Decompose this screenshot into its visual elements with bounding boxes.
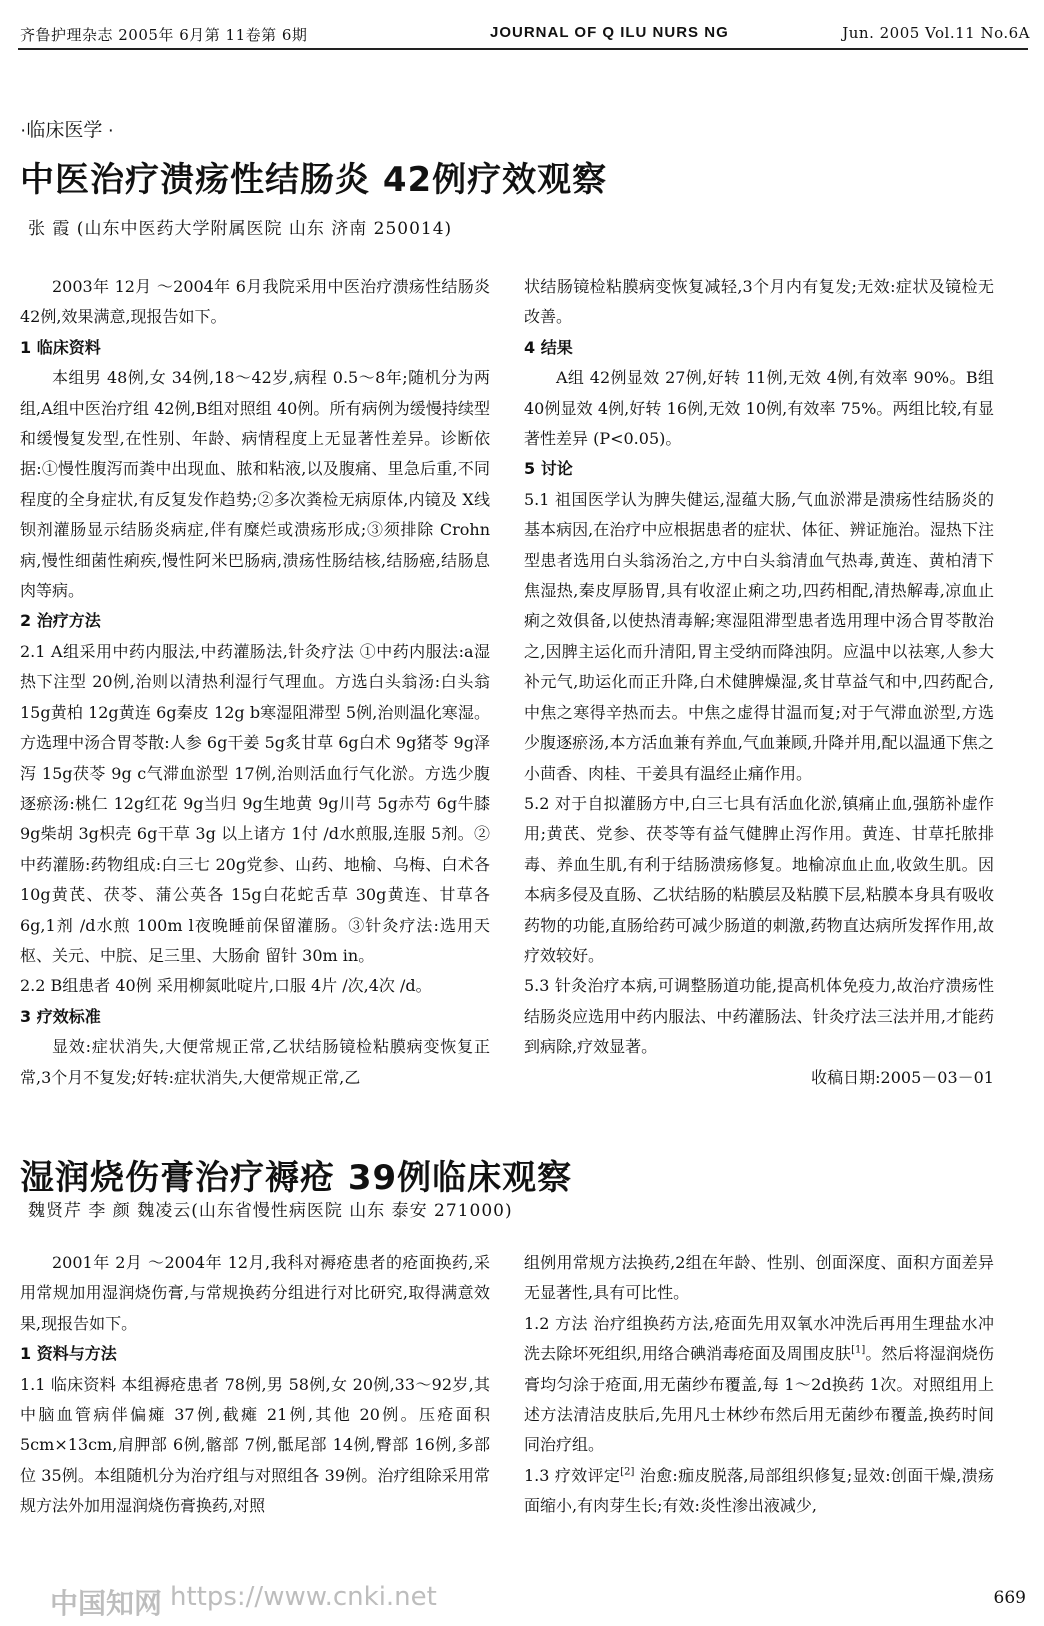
journal-issue-cn: 齐鲁护理杂志 2005年 6月第 11卷第 6期 <box>20 26 308 44</box>
article2-right-continuation: 组例用常规方法换药,2组在年龄、性别、创面深度、面积方面差异无显著性,具有可比性。 <box>524 1253 994 1303</box>
article2-s1-2-text-cont: 。然后将湿润烧伤膏均匀涂于疮面,用无菌纱布覆盖,每 1～2d换药 1次。对照组用上述方法清洁皮肤后,先用凡士林纱布然后用无菌纱布覆盖,换药时间同治疗组。 <box>524 1344 994 1455</box>
article2-s1-1: 1.1 临床资料 本组褥疮患者 78例,男 58例,女 20例,33～92岁,其中脑血管病伴偏瘫 37例,截瘫 21例,其他 20例。压疮面积 5cm×13cm,肩胛部 6例,髂部 7例,骶尾部 14例,臀部 16例,多部位 35例。本组随机分为治疗组与对照组各 39例。治疗组除采用常规方法外加用湿润烧伤膏换药,对照 <box>20 1374 490 1516</box>
journal-name-en: JOURNAL OF Q ILU NURS NG <box>490 24 729 41</box>
article1-s5-heading: 5 讨论 <box>524 459 573 479</box>
article1-s1-heading: 1 临床资料 <box>20 337 101 357</box>
citation-ref-1: [1] <box>851 1344 866 1356</box>
article1-s5-2: 5.2 对于自拟灌肠方中,白三七具有活血化淤,镇痛止血,强筋补虚作用;黄芪、党参、茯苓等有益气健脾止泻作用。黄连、甘草托脓排毒、养血生肌,有利于结肠溃疡修复。地榆凉血止血,收敛生肌。因本病多侵及直肠、乙状结肠的粘膜层及粘膜下层,粘膜本身具有吸收药物的功能,直肠给药可减少肠道的刺激,药物直达病所发挥作用,故疗效较好。 <box>524 793 994 965</box>
running-header <box>20 20 1030 50</box>
article1-received-date: 收稿日期:2005－03－01 <box>811 1067 994 1087</box>
article1-s2-2: 2.2 B组患者 40例 采用柳氮吡啶片,口服 4片 /次,4次 /d。 <box>20 976 432 996</box>
article1-s4-heading: 4 结果 <box>524 337 573 357</box>
citation-ref-2: [2] <box>620 1466 635 1478</box>
page-footer <box>20 1580 1030 1620</box>
article2-s1-heading: 1 资料与方法 <box>20 1344 117 1364</box>
article2-s1-3-text-cont: 治愈:痂皮脱落,局部组织修复;显效:创面干燥,溃疡面缩小,有肉芽生长;有效:炎性渗出液减少, <box>524 1465 994 1516</box>
header-rule <box>18 48 1028 50</box>
article1-s3-body: 显效:症状消失,大便常规正常,乙状结肠镜检粘膜病变恢复正常,3个月不复发;好转:症状消失,大便常规正常,乙 <box>20 1037 490 1087</box>
article1-s3-heading: 3 疗效标准 <box>20 1006 101 1026</box>
article1-left-column <box>20 272 490 1093</box>
article1-s2-1: 2.1 A组采用中药内服法,中药灌肠法,针灸疗法 ①中药内服法:a湿热下注型 20例,治则以清热利湿行气理血。方选白头翁汤:白头翁 15g黄柏 12g黄连 6g秦皮 12g b寒湿阻滞型 5例,治则温化寒湿。方选理中汤合胃苓散:人参 6g干姜 5g炙甘草 6g白术 9g猪苓 9g泽泻 15g茯苓 9g c气滞血淤型 17例,治则活血行气化淤。方选少腹逐瘀汤:桃仁 12g红花 9g当归 9g生地黄 9g川芎 5g赤芍 6g牛膝 9g柴胡 3g枳壳 6g干草 3g 以上诸方 1付 /d水煎服,连服 5剂。②中药灌肠:药物组成:白三七 20g党参、山药、地榆、乌梅、白术各 10g黄芪、茯苓、蒲公英各 15g白花蛇舌草 30g黄连、甘草各 6g,1剂 /d水煎 100m l夜晚睡前保留灌肠。③针灸疗法:选用天枢、关元、中脘、足三里、大肠俞 留针 30m in。 <box>20 641 490 965</box>
article1-authors: 张 霞 (山东中医药大学附属医院 山东 济南 250014) <box>28 219 453 239</box>
article2-s1-2 <box>524 1309 994 1461</box>
article1-s2-heading: 2 治疗方法 <box>20 611 101 631</box>
article1-title: 中医治疗溃疡性结肠炎 42例疗效观察 <box>20 160 608 200</box>
article2-intro: 2001年 2月 ～2004年 12月,我科对褥疮患者的疮面换药,采用常规加用湿润烧伤膏,与常规换药分组进行对比研究,取得满意效果,现报告如下。 <box>20 1253 490 1333</box>
article2-left-column <box>20 1248 490 1522</box>
cnki-watermark-logo: 中国知网 <box>50 1587 163 1620</box>
page-number: 669 <box>993 1588 1026 1608</box>
article1-right-continuation: 状结肠镜检粘膜病变恢复减轻,3个月内有复发;无效:症状及镜检无改善。 <box>524 277 994 327</box>
article1-intro: 2003年 12月 ～2004年 6月我院采用中医治疗溃疡性结肠炎 42例,效果满意,现报告如下。 <box>20 277 490 327</box>
article2-s1-3-text: 1.3 疗效评定 <box>524 1465 621 1485</box>
article1-right-column <box>524 272 994 1093</box>
article2-s1-3 <box>524 1461 994 1522</box>
article1-s4-body: A组 42例显效 27例,好转 11例,无效 4例,有效率 90%。B组 40例显效 4例,好转 16例,无效 10例,有效率 75%。两组比较,有显著性差异 (P<0.05)。 <box>524 368 994 449</box>
article1-s5-1: 5.1 祖国医学认为脾失健运,湿蕴大肠,气血淤滞是溃疡性结肠炎的基本病因,在治疗中应根据患者的症状、体征、辨证施治。湿热下注型患者选用白头翁汤治之,方中白头翁清血气热毒,黄连、黄柏清下焦湿热,秦皮厚肠胃,具有收涩止痢之功,四药相配,清热解毒,凉血止痢之效俱备,以使热清毒解;寒湿阻滞型患者选用理中汤合胃苓散治之,因脾主运化而升清阳,胃主受纳而降浊阴。应温中以祛寒,人参大补元气,助运化而正升降,白术健脾燥湿,炙甘草益气和中,四药配合,中焦之寒得辛热而去。中焦之虚得甘温而复;对于气滞血淤型,方选少腹逐瘀汤,本方活血兼有养血,气血兼顾,升降并用,配以温通下焦之小茴香、肉桂、干姜具有温经止痛作用。 <box>524 489 994 783</box>
article2-right-column <box>524 1248 994 1522</box>
article2-s1-2-text: 1.2 方法 治疗组换药方法,疮面先用双氧水冲洗后再用生理盐水冲洗去除坏死组织,用络合碘消毒疮面及周围皮肤 <box>524 1313 994 1364</box>
section-tag: ·临床医学 · <box>20 120 114 141</box>
article1-s5-3: 5.3 针灸治疗本病,可调整肠道功能,提高机体免疫力,故治疗溃疡性结肠炎应选用中药内服法、中药灌肠法、针灸疗法三法并用,才能药到病除,疗效显著。 <box>524 976 994 1057</box>
cnki-watermark-url: https://www.cnki.net <box>170 1582 437 1612</box>
article2-authors: 魏贤芹 李 颜 魏凌云(山东省慢性病医院 山东 泰安 271000) <box>28 1201 513 1221</box>
article1-s1-body: 本组男 48例,女 34例,18～42岁,病程 0.5～8年;随机分为两组,A组中医治疗组 42例,B组对照组 40例。所有病例为缓慢持续型和缓慢复发型,在性别、年龄、病情程度上无显著性差异。诊断依据:①慢性腹泻而粪中出现血、脓和粘液,以及腹痛、里急后重,不同程度的全身症状,有反复发作趋势;②多次粪检无病原体,内镜及 X线钡剂灌肠显示结肠炎病症,伴有糜烂或溃疡形成;③须排除 Crohn病,慢性细菌性痢疾,慢性阿米巴肠病,溃疡性肠结核,结肠癌,结肠息肉等病。 <box>20 368 490 601</box>
article2-title: 湿润烧伤膏治疗褥疮 39例临床观察 <box>20 1158 573 1198</box>
issue-info-en: Jun. 2005 Vol.11 No.6A <box>842 24 1030 42</box>
